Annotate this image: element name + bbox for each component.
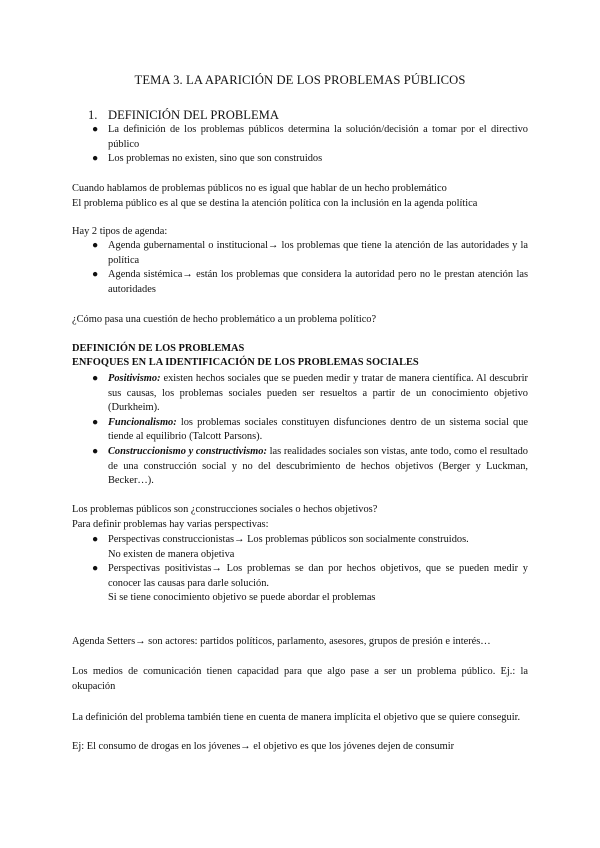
section-number: 1.: [88, 108, 98, 122]
section-title: DEFINICIÓN DEL PROBLEMA: [108, 108, 279, 122]
page-title: TEMA 3. LA APARICIÓN DE LOS PROBLEMAS PÚBLICOS: [134, 73, 466, 87]
agenda-intro: Hay 2 tipos de agenda:: [72, 226, 168, 237]
definition-list: [92, 123, 528, 167]
list-item: ● Perspectivas positivistas→ Los problemas se dan por hechos objetivos, que se pueden medir y conocer las causas para darle solución.: [92, 563, 528, 589]
bullet-icon: ●: [92, 153, 99, 165]
bullet-icon: ●: [92, 124, 99, 135]
bullet-icon: ●: [92, 269, 99, 281]
bullet-icon: ●: [92, 534, 99, 545]
medios-paragraph: Los medios de comunicación tienen capacidad para que algo pase a ser un problema público. Ej.: la okupación: [72, 666, 528, 692]
list-item: ● Agenda sistémica→ están los problemas que considera la autoridad pero no le prestan atención las autoridades: [92, 269, 528, 295]
question-paragraph-2: Los problemas públicos son ¿construcciones sociales o hechos objetivos?: [72, 504, 378, 515]
list-item: ● Funcionalismo: los problemas sociales constituyen disfunciones dentro de un sistema social que tiende al equilibrio (Talcott Parsons).: [92, 416, 528, 443]
bullet-icon: ●: [92, 373, 99, 384]
objetivo-paragraph: La definición del problema también tiene en cuenta de manera implícita el objetivo que se quiere conseguir.: [72, 712, 521, 723]
list-item-continuation: No existen de manera objetiva: [108, 548, 235, 560]
list-item: ● Perspectivas construccionistas→ Los problemas públicos son socialmente construidos.: [92, 533, 528, 548]
perspectives-list: [92, 533, 528, 606]
intro-paragraph: Cuando hablamos de problemas públicos no es igual que hablar de un hecho problemático El problema público es al que se destina la atención política con la inclusión en la agenda política: [72, 183, 478, 209]
enfoques-list: [92, 372, 528, 489]
bullet-icon: ●: [92, 445, 99, 457]
example-paragraph: Ej: El consumo de drogas en los jóvenes→ el objetivo es que los jóvenes dejen de consumir: [72, 741, 455, 752]
list-item-continuation: Si se tiene conocimiento objetivo se puede abordar el problemas: [108, 592, 376, 604]
bullet-icon: ●: [92, 563, 99, 575]
list-item: ● Los problemas no existen, sino que son construidos: [92, 152, 528, 167]
enfoques-heading: ENFOQUES EN LA IDENTIFICACIÓN DE LOS PROBLEMAS SOCIALES: [72, 357, 419, 368]
list-item: ● La definición de los problemas públicos determina la solución/decisión a tomar por el directivo público: [92, 124, 528, 150]
list-item: ● Positivismo: existen hechos sociales que se pueden medir y tratar de manera científica. Al descubrir sus causas, los problemas sociales pueden ser resueltos a partir de un conocimiento objetivo (Durkheim).: [92, 373, 528, 414]
list-item: ● Agenda gubernamental o institucional→ los problemas que tiene la atención de las autoridades y la política: [92, 240, 528, 266]
bullet-icon: ●: [92, 416, 99, 428]
definition-heading: DEFINICIÓN DE LOS PROBLEMAS: [72, 343, 245, 354]
agenda-list: [92, 239, 528, 297]
list-item: ● Construccionismo y constructivismo: las realidades sociales son vistas, ante todo, como el resultado de una construcción social y no del descubrimiento de hechos objetivos (Berger y Luckman, Becker…).: [92, 445, 528, 487]
agenda-setters-paragraph: Agenda Setters→ son actores: partidos políticos, parlamento, asesores, grupos de presión e interés…: [72, 636, 491, 647]
section-heading: [88, 107, 279, 123]
bullet-icon: ●: [92, 240, 99, 251]
perspectives-intro: Para definir problemas hay varias perspectivas:: [72, 519, 269, 530]
question-paragraph: ¿Cómo pasa una cuestión de hecho problemático a un problema político?: [72, 314, 377, 325]
